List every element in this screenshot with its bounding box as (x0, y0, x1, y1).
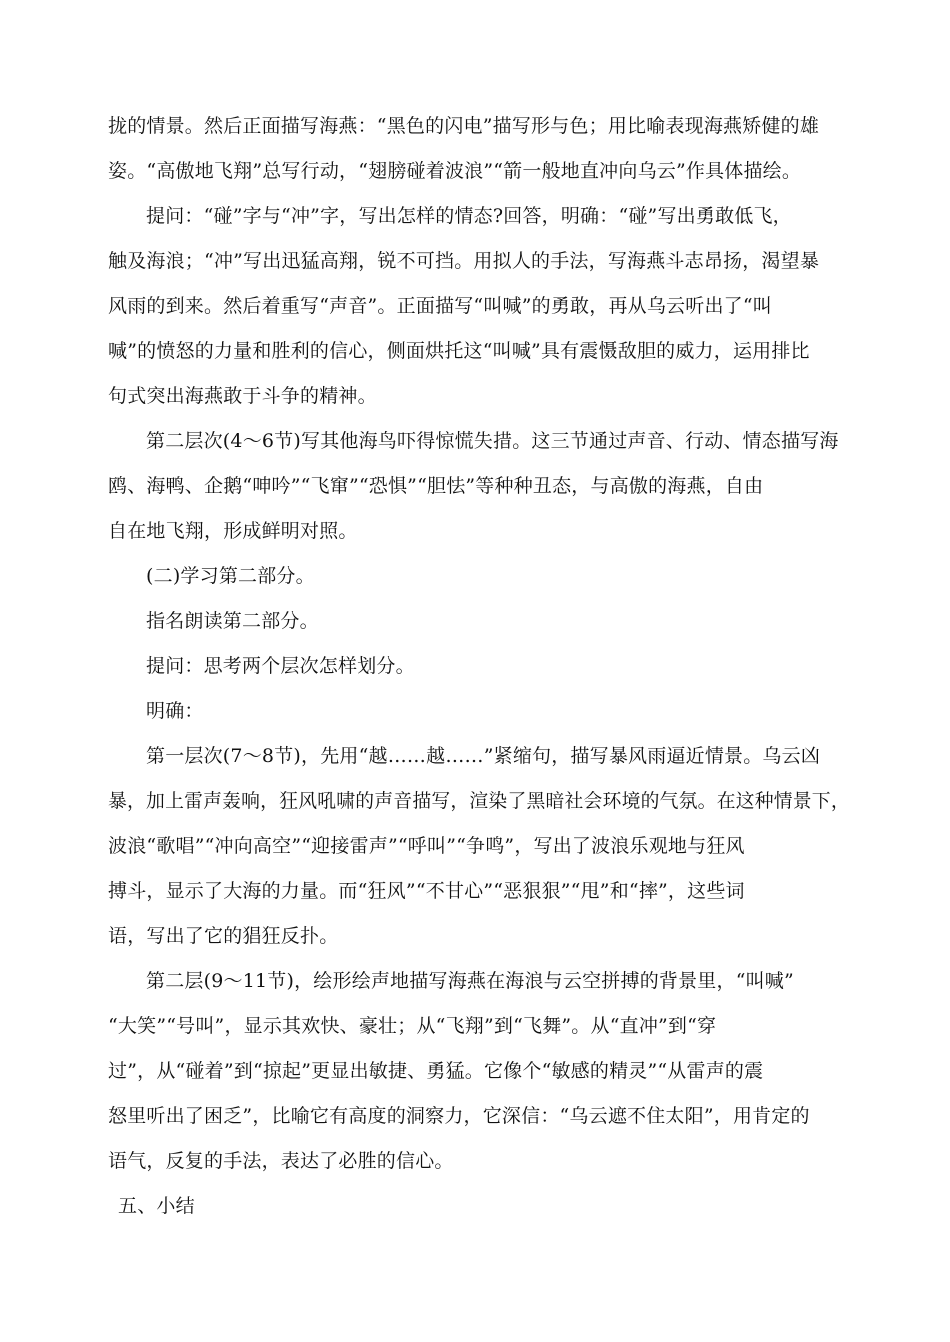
text-line-14: 明确： (146, 700, 204, 722)
text-line-22: 过”，从“碰着”到“掠起”更显出敏捷、勇猛。它像个“敏感的精灵”“从雷声的震 (108, 1060, 764, 1082)
text-line-3: 提问：“碰”字与“冲”字，写出怎样的情态?回答，明确：“碰”写出勇敢低飞， (146, 205, 792, 227)
text-line-17: 波浪“歌唱”“冲向高空”“迎接雷声”“呼叫”“争鸣”，写出了波浪乐观地与狂风 (108, 835, 745, 857)
text-line-11: (二)学习第二部分。 (146, 565, 315, 587)
text-line-12: 指名朗读第二部分。 (146, 610, 319, 632)
text-line-7: 句式突出海燕敢于斗争的精神。 (108, 385, 377, 407)
text-line-24: 语气，反复的手法，表达了必胜的信心。 (108, 1150, 454, 1172)
text-line-15: 第一层次(7～8节)，先用“越……越……”紧缩句，描写暴风雨逼近情景。乌云凶 (146, 745, 821, 767)
text-line-18: 搏斗，显示了大海的力量。而“狂风”“不甘心”“恶狠狠”“甩”和“摔”，这些词 (108, 880, 745, 902)
text-line-10: 自在地飞翔，形成鲜明对照。 (108, 520, 358, 542)
text-line-1: 拢的情景。然后正面描写海燕：“黑色的闪电”描写形与色；用比喻表现海燕矫健的雄 (108, 115, 820, 137)
text-line-8: 第二层次(4～6节)写其他海鸟吓得惊慌失措。这三节通过声音、行动、情态描写海 (146, 430, 839, 452)
text-line-21: “大笑”“号叫”，显示其欢快、豪壮；从“飞翔”到“飞舞”。从“直冲”到“穿 (108, 1015, 717, 1037)
text-line-2: 姿。“高傲地飞翔”总写行动，“翅膀碰着波浪”“箭一般地直冲向乌云”作具体描绘。 (108, 160, 802, 182)
text-line-5: 风雨的到来。然后着重写“声音”。正面描写“叫喊”的勇敢，再从乌云听出了“叫 (108, 295, 772, 317)
text-line-4: 触及海浪；“冲”写出迅猛高翔，锐不可挡。用拟人的手法，写海燕斗志昂扬，渴望暴 (108, 250, 820, 272)
text-line-13: 提问：思考两个层次怎样划分。 (146, 655, 415, 677)
text-line-23: 怒里听出了困乏”，比喻它有高度的洞察力，它深信：“乌云遮不住太阳”，用肯定的 (108, 1105, 810, 1127)
section-heading: 五、小结 (118, 1195, 195, 1217)
text-line-9: 鸥、海鸭、企鹅“呻吟”“飞窜”“恐惧”“胆怯”等种种丑态，与高傲的海燕，自由 (108, 475, 764, 497)
text-line-19: 语，写出了它的猖狂反扑。 (108, 925, 339, 947)
text-line-6: 喊”的愤怒的力量和胜利的信心，侧面烘托这“叫喊”具有震慑敌胆的威力，运用排比 (108, 340, 810, 362)
text-line-16: 暴，加上雷声轰响，狂风吼啸的声音描写，渲染了黑暗社会环境的气氛。在这种情景下， (108, 790, 850, 812)
text-line-20: 第二层(9～11节)，绘形绘声地描写海燕在海浪与云空拼搏的背景里，“叫喊” (146, 970, 794, 992)
